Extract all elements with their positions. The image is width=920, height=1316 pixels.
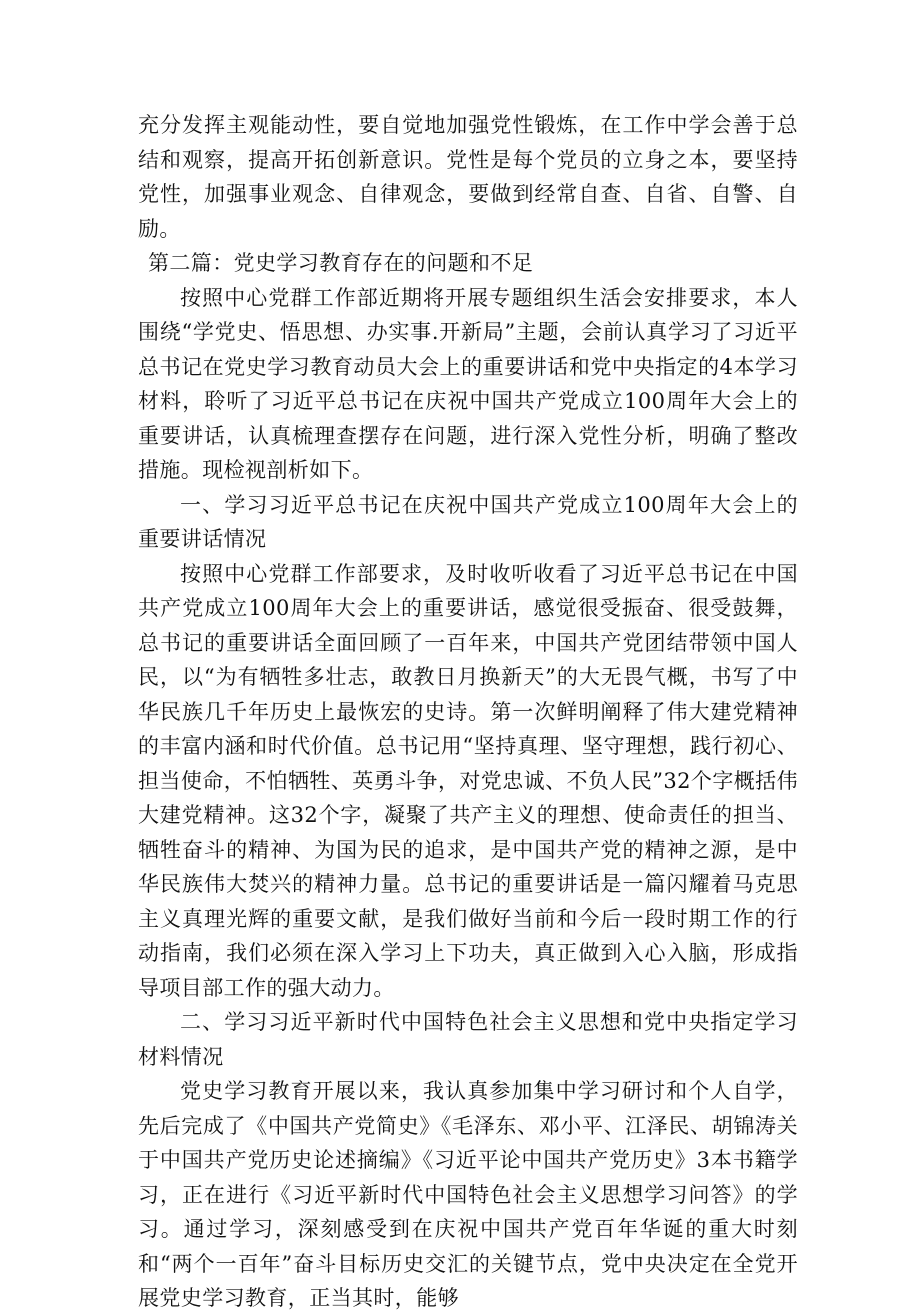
heading-two: 二、学习习近平新时代中国特色社会主义思想和党中央指定学习材料情况 bbox=[138, 1010, 798, 1069]
section-title: 第二篇：党史学习教育存在的问题和不足 bbox=[148, 251, 534, 275]
document-body bbox=[138, 108, 798, 1316]
paragraph-study: 党史学习教育开展以来，我认真参加集中学习研讨和个人自学，先后完成了《中国共产党简史》《毛泽东、邓小平、江泽民、胡锦涛关于中国共产党历史论述摘编》《习近平论中国共产党历史》3本书籍学习，正在进行《习近平新时代中国特色社会主义思想学习问答》的学习。通过学习，深刻感受到在庆祝中国共产党百年华诞的重大时刻和“两个一百年”奋斗目标历史交汇的关键节点，党中央决定在全党开展党史学习教育，正当其时，能够 bbox=[138, 1079, 798, 1310]
paragraph-continuation: 充分发挥主观能动性，要自觉地加强党性锻炼，在工作中学会善于总结和观察，提高开拓创新意识。党性是每个党员的立身之本，要坚持党性，加强事业观念、自律观念，要做到经常自查、自省、自警、自励。 bbox=[138, 113, 798, 241]
heading-one: 一、学习习近平总书记在庆祝中国共产党成立100周年大会上的重要讲话情况 bbox=[138, 492, 798, 551]
paragraph-intro: 按照中心党群工作部近期将开展专题组织生活会安排要求，本人围绕“学党史、悟思想、办实事.开新局”主题，会前认真学习了习近平总书记在党史学习教育动员大会上的重要讲话和党中央指定的4本学习材料，聆听了习近平总书记在庆祝中国共产党成立100周年大会上的重要讲话，认真梳理查摆存在问题，进行深入党性分析，明确了整改措施。现检视剖析如下。 bbox=[138, 285, 798, 482]
paragraph-speech: 按照中心党群工作部要求，及时收听收看了习近平总书记在中国共产党成立100周年大会上的重要讲话，感觉很受振奋、很受鼓舞，总书记的重要讲话全面回顾了一百年来，中国共产党团结带领中国人民，以“为有牺牲多壮志，敢教日月换新天”的大无畏气概，书写了中华民族几千年历史上最恢宏的史诗。第一次鲜明阐释了伟大建党精神的丰富内涵和时代价值。总书记用“坚持真理、坚守理想，践行初心、担当使命，不怕牺牲、英勇斗争，对党忠诚、不负人民”32个字概括伟大建党精神。这32个字，凝聚了共产主义的理想、使命责任的担当、牺牲奋斗的精神、为国为民的追求，是中国共产党的精神之源，是中华民族伟大焚兴的精神力量。总书记的重要讲话是一篇闪耀着马克思主义真理光辉的重要文献，是我们做好当前和今后一段时期工作的行动指南，我们必须在深入学习上下功夫，真正做到入心入脑，形成指导项目部工作的强大动力。 bbox=[138, 561, 798, 1000]
